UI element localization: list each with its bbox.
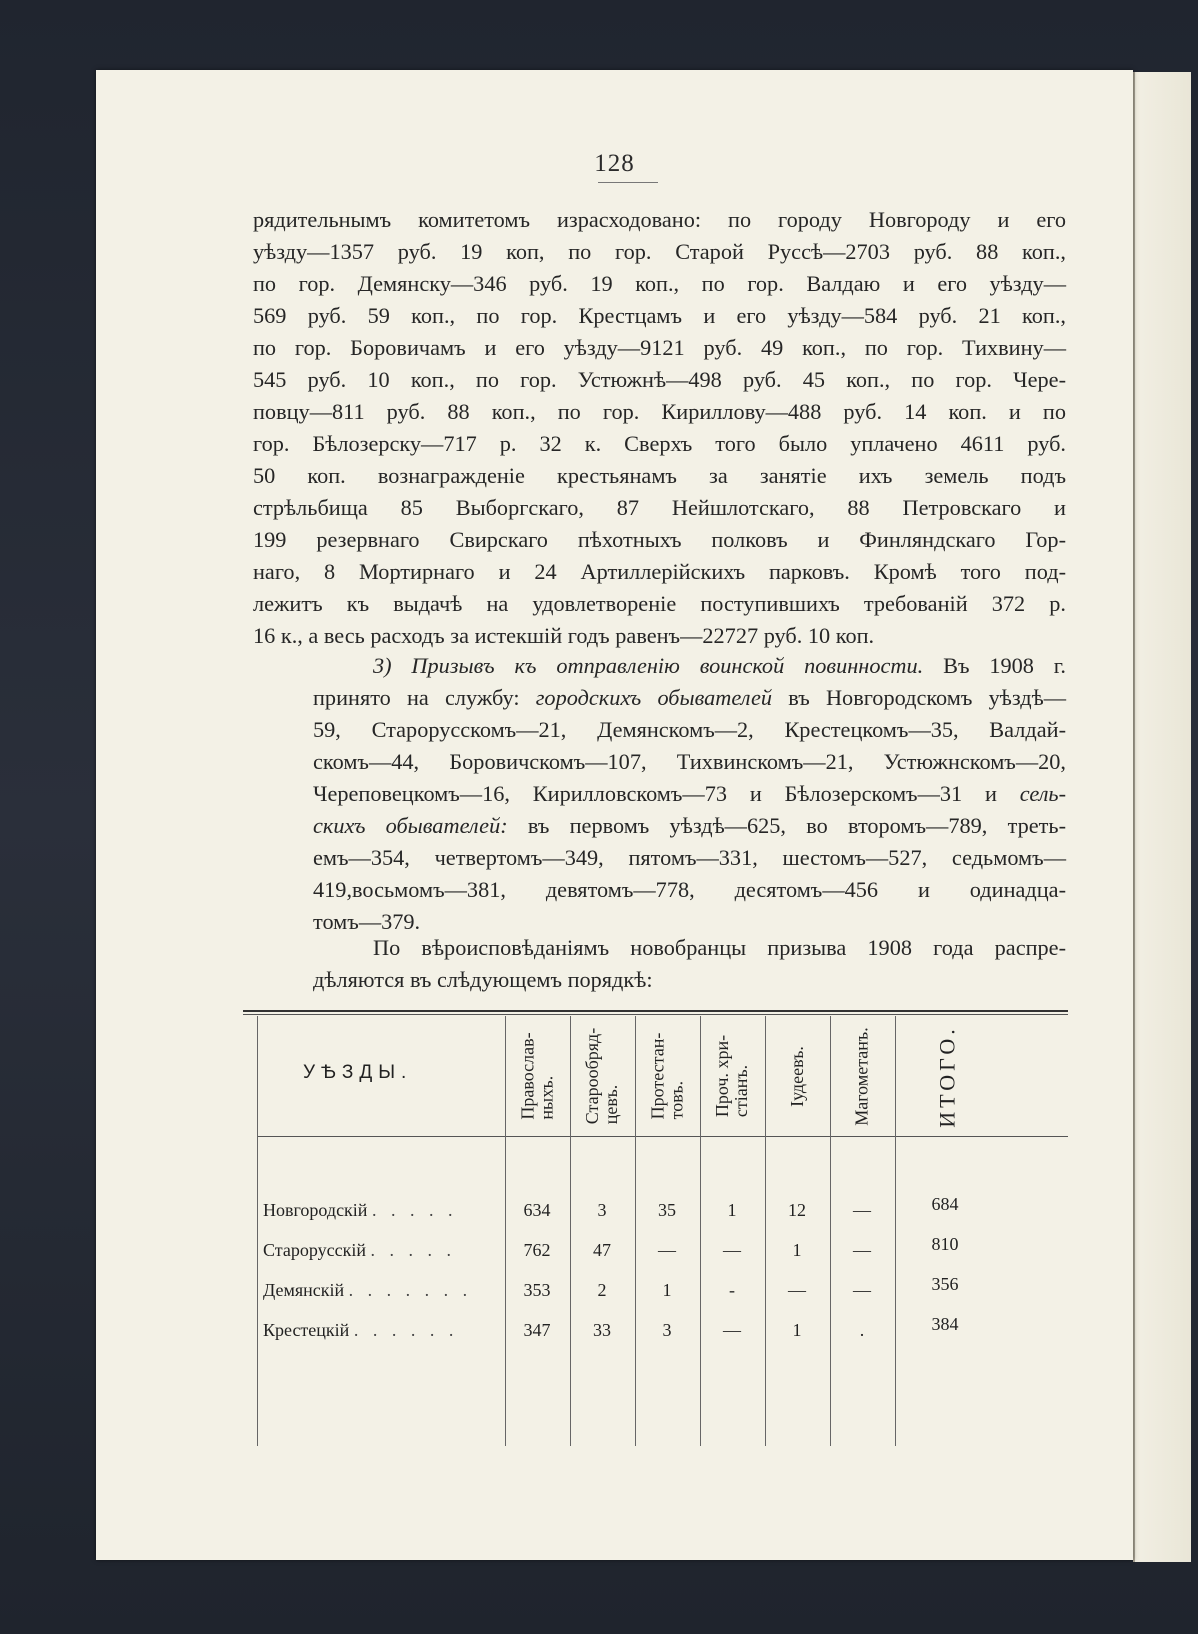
paragraph-expenses bbox=[253, 204, 1066, 652]
table-cell: — bbox=[853, 1200, 871, 1220]
table-cell: 353 bbox=[523, 1280, 551, 1300]
recruits-by-religion-table bbox=[243, 1010, 1068, 1450]
leader-dots: . . . . . bbox=[370, 1240, 456, 1260]
table-cell: 35 bbox=[658, 1200, 676, 1220]
italic-term: скихъ обывателей: bbox=[313, 813, 508, 838]
table-cell: 810 bbox=[931, 1234, 959, 1254]
table-column-divider bbox=[830, 1016, 831, 1446]
text-line: По вѣроисповѣданіямъ новобранцы призыва 1908 года распре- bbox=[373, 935, 1066, 960]
table-cell: 12 bbox=[788, 1200, 806, 1220]
page-number-ornament bbox=[598, 182, 658, 189]
text-span: Въ 1908 г. bbox=[923, 653, 1067, 678]
district-name: Крестецкій bbox=[263, 1320, 350, 1340]
table-cell: 1 bbox=[792, 1240, 802, 1260]
table-cell: 1 bbox=[792, 1320, 802, 1340]
table-cell: 1 bbox=[662, 1280, 672, 1300]
table-row-district bbox=[263, 1240, 456, 1261]
table-left-border bbox=[257, 1016, 258, 1446]
district-name: Старорусскій bbox=[263, 1240, 366, 1260]
text-span: въ Новгородскомъ уѣздѣ— bbox=[772, 685, 1067, 710]
table-header-column bbox=[572, 1018, 633, 1134]
table-row-district bbox=[263, 1200, 457, 1221]
table-cell: — bbox=[658, 1240, 676, 1260]
table-header-column bbox=[702, 1018, 763, 1134]
text-line: томъ—379. bbox=[313, 909, 421, 934]
table-cell: — bbox=[723, 1240, 741, 1260]
table-header-label: Старообряд- цевъ. bbox=[582, 1027, 622, 1125]
table-cell: 384 bbox=[931, 1314, 959, 1334]
table-header-label: Православ- ныхъ. bbox=[517, 1032, 557, 1120]
italic-term: сель- bbox=[1019, 781, 1066, 806]
table-header-label: ИТОГО. bbox=[934, 1024, 960, 1128]
text-line: по гор. Демянску—346 руб. 19 коп., по гор. Валдаю и его уѣзду— bbox=[253, 271, 1066, 296]
next-page-edge bbox=[1133, 72, 1191, 1562]
text-line: повцу—811 руб. 88 коп., по гор. Кириллову—488 руб. 14 коп. и по bbox=[253, 399, 1066, 424]
table-cell: — bbox=[788, 1280, 806, 1300]
table-header-rule bbox=[257, 1136, 1068, 1137]
table-header-label: Проч. хри- стіанъ. bbox=[712, 1034, 752, 1118]
table-cell: 3 bbox=[597, 1200, 607, 1220]
table-header-column bbox=[507, 1018, 568, 1134]
text-line bbox=[253, 650, 1066, 682]
leader-dots: . . . . . bbox=[371, 1200, 458, 1220]
table-cell: — bbox=[853, 1240, 871, 1260]
table-cell: 47 bbox=[593, 1240, 611, 1260]
table-row-district bbox=[263, 1320, 458, 1341]
text-line bbox=[253, 778, 1066, 810]
table-row-district bbox=[263, 1280, 472, 1301]
text-line: скомъ—44, Боровичскомъ—107, Тихвинскомъ—21, Устюжнскомъ—20, bbox=[313, 749, 1066, 774]
table-cell: 356 bbox=[931, 1274, 959, 1294]
text-line: стрѣльбища 85 Выборгскаго, 87 Нейшлотскаго, 88 Петровскаго и bbox=[253, 495, 1066, 520]
table-cell: 2 bbox=[597, 1280, 607, 1300]
table-cell: 1 bbox=[727, 1200, 737, 1220]
text-line: дѣляются въ слѣдующемъ порядкѣ: bbox=[313, 967, 653, 992]
table-cell: 634 bbox=[523, 1200, 551, 1220]
text-line: 16 к., а весь расходъ за истекшій годъ равенъ—22727 руб. 10 коп. bbox=[253, 623, 875, 648]
text-line: 59, Старорусскомъ—21, Демянскомъ—2, Крестецкомъ—35, Валдай- bbox=[313, 717, 1066, 742]
text-line: гор. Бѣлозерску—717 р. 32 к. Сверхъ того было уплачено 4611 руб. bbox=[253, 431, 1066, 456]
table-column-divider bbox=[570, 1016, 571, 1446]
text-line bbox=[253, 810, 1066, 842]
table-cell: — bbox=[853, 1280, 871, 1300]
table-column-divider bbox=[765, 1016, 766, 1446]
book-page bbox=[96, 70, 1133, 1560]
text-line: 50 коп. вознагражденіе крестьянамъ за занятіе ихъ земель подъ bbox=[253, 463, 1066, 488]
text-line: наго, 8 Мортирнаго и 24 Артиллерійскихъ парковъ. Кромѣ того под- bbox=[253, 559, 1066, 584]
text-span: Череповецкомъ—16, Кирилловскомъ—73 и Бѣлозерскомъ—31 и bbox=[313, 781, 1020, 806]
text-line: 419,восьмомъ—381, девятомъ—778, десятомъ—456 и одинадца- bbox=[313, 877, 1066, 902]
text-line: уѣзду—1357 руб. 19 коп, по гор. Старой Руссѣ—2703 руб. 88 коп., bbox=[253, 239, 1066, 264]
text-span: въ первомъ уѣздѣ—625, во второмъ—789, треть- bbox=[507, 813, 1066, 838]
district-name: Новгородскій bbox=[263, 1200, 368, 1220]
table-header-column bbox=[767, 1018, 828, 1134]
italic-term: городскихъ обывателей bbox=[535, 685, 773, 710]
text-span: принято на службу: bbox=[313, 685, 536, 710]
table-header-column bbox=[832, 1018, 893, 1134]
text-line: лежитъ къ выдачѣ на удовлетвореніе поступившихъ требованій 372 р. bbox=[253, 591, 1066, 616]
leader-dots: . . . . . . bbox=[353, 1320, 459, 1340]
text-line: емъ—354, четвертомъ—349, пятомъ—331, шестомъ—527, седьмомъ— bbox=[313, 845, 1066, 870]
table-column-divider bbox=[505, 1016, 506, 1446]
text-line: 569 руб. 59 коп., по гор. Крестцамъ и его уѣзду—584 руб. 21 коп., bbox=[253, 303, 1066, 328]
leader-dots: . . . . . . . bbox=[348, 1280, 473, 1300]
text-line: рядительнымъ комитетомъ израсходовано: по городу Новгороду и его bbox=[253, 207, 1066, 232]
table-cell: 684 bbox=[931, 1194, 959, 1214]
table-cell: . bbox=[859, 1320, 865, 1340]
table-cell: — bbox=[723, 1320, 741, 1340]
text-line: 199 резервнаго Свирскаго пѣхотныхъ полковъ и Финляндскаго Гор- bbox=[253, 527, 1066, 552]
district-name: Демянскій bbox=[263, 1280, 345, 1300]
text-line bbox=[253, 682, 1066, 714]
text-line: по гор. Боровичамъ и его уѣзду—9121 руб. 49 коп., по гор. Тихвину— bbox=[253, 335, 1066, 360]
page-number: 128 bbox=[594, 150, 635, 177]
table-cell: 347 bbox=[523, 1320, 551, 1340]
table-cell: 3 bbox=[662, 1320, 672, 1340]
text-line: 545 руб. 10 коп., по гор. Устюжнѣ—498 руб. 45 коп., по гор. Чере- bbox=[253, 367, 1066, 392]
paragraph-conscription bbox=[253, 650, 1066, 938]
table-cell: 762 bbox=[523, 1240, 551, 1260]
table-header-label: Протестан- товъ. bbox=[647, 1032, 687, 1120]
table-top-rule bbox=[243, 1010, 1068, 1012]
table-header-districts: УѢЗДЫ. bbox=[303, 1062, 413, 1083]
table-cell: 33 bbox=[593, 1320, 611, 1340]
table-column-divider bbox=[635, 1016, 636, 1446]
table-cell: - bbox=[729, 1280, 735, 1300]
table-column-divider bbox=[700, 1016, 701, 1446]
table-header-total bbox=[897, 1018, 997, 1134]
table-header-label: Магометанъ. bbox=[852, 1026, 873, 1126]
table-top-rule-thin bbox=[243, 1014, 1068, 1015]
table-header-label: Іудеевъ. bbox=[786, 1045, 807, 1107]
table-column-divider bbox=[895, 1016, 896, 1446]
paragraph-table-intro bbox=[253, 932, 1066, 996]
table-header-column bbox=[637, 1018, 698, 1134]
section-heading: 3) Призывъ къ отправленію воинской повинности. bbox=[373, 653, 924, 678]
